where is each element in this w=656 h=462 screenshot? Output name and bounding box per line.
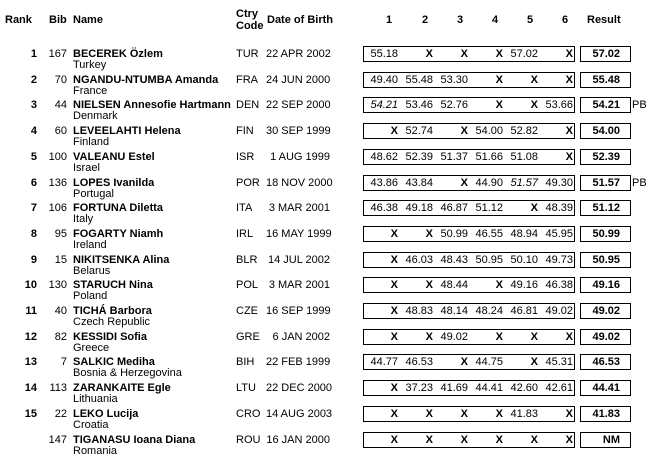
rank-cell: 10 — [24, 279, 37, 292]
attempt-5: 50.10 — [510, 253, 538, 266]
attempt-4: 44.90 — [475, 176, 503, 189]
attempt-1: X — [390, 382, 398, 395]
attempt-4: X — [495, 99, 503, 112]
attempt-1: X — [390, 433, 398, 446]
attempt-3: X — [460, 433, 468, 446]
attempt-6: 45.31 — [545, 356, 573, 369]
date-of-birth: 22 FEB 1999 — [266, 356, 331, 369]
attempt-4: 48.24 — [475, 305, 503, 317]
athlete-name: VALEANU Estel — [73, 150, 155, 163]
table-row — [0, 329, 656, 355]
attempt-2: 46.03 — [405, 253, 433, 266]
athlete-country: Denmark — [73, 110, 118, 123]
bib-cell: 136 — [48, 176, 67, 189]
attempt-5: X — [530, 73, 538, 86]
rank-cell: 15 — [24, 407, 37, 420]
bib-cell: 15 — [54, 253, 67, 266]
attempt-3: 48.44 — [440, 279, 468, 292]
result-cell: 41.83 — [592, 407, 620, 420]
result-cell: NM — [602, 433, 620, 446]
header-bib: Bib — [49, 14, 67, 26]
rank-cell: 5 — [30, 150, 37, 163]
athlete-country: Belarus — [73, 264, 111, 277]
attempt-2: X — [425, 407, 433, 420]
attempt-3: 50.99 — [440, 227, 468, 240]
attempt-6: 49.02 — [545, 305, 573, 317]
table-row — [0, 97, 656, 123]
attempt-4: X — [495, 330, 503, 343]
attempt-4: X — [495, 48, 503, 60]
athlete-name: LEVEELAHTI Helena — [73, 125, 181, 138]
attempt-6: 53.66 — [545, 99, 573, 112]
athlete-name: FOGARTY Niamh — [73, 227, 164, 240]
attempt-3: X — [460, 356, 468, 369]
attempt-3: 52.76 — [440, 99, 468, 112]
attempt-5: X — [530, 356, 538, 369]
attempt-2: 49.18 — [405, 202, 433, 215]
date-of-birth: 24 JUN 2000 — [266, 73, 331, 86]
attempt-2: X — [425, 330, 433, 343]
bib-cell: 113 — [49, 382, 67, 395]
attempt-1: 49.40 — [370, 73, 398, 86]
table-row — [0, 123, 656, 149]
table-row — [0, 303, 656, 329]
athlete-name: SALKIC Mediha — [73, 356, 155, 369]
attempt-4: X — [495, 279, 503, 292]
result-cell: 49.16 — [592, 279, 620, 292]
athlete-name: ZARANKAITE Egle — [73, 382, 171, 395]
country-code: ROU — [236, 433, 261, 446]
athlete-country: Turkey — [73, 59, 107, 71]
result-cell: 49.02 — [592, 305, 620, 317]
attempt-3: 41.69 — [440, 382, 468, 395]
attempt-3: 48.14 — [440, 305, 468, 317]
result-cell: 54.00 — [592, 125, 620, 138]
bib-cell: 22 — [54, 407, 67, 420]
attempt-2: 55.48 — [405, 73, 433, 86]
attempt-1: X — [390, 227, 398, 240]
country-code: ITA — [236, 202, 253, 215]
athlete-name: LEKO Lucija — [73, 407, 139, 420]
date-of-birth: 22 SEP 2000 — [266, 99, 331, 112]
attempt-4: X — [495, 73, 503, 86]
table-row — [0, 200, 656, 226]
attempt-3: 46.87 — [440, 202, 468, 215]
date-of-birth: 3 MAR 2001 — [268, 279, 330, 292]
result-cell: 54.21 — [592, 99, 620, 112]
bib-cell: 60 — [54, 125, 67, 138]
attempt-2: 48.83 — [405, 305, 433, 317]
country-code: CZE — [236, 305, 258, 317]
attempt-1: 54.21 — [370, 99, 398, 112]
athlete-name: TICHÁ Barbora — [73, 305, 152, 317]
attempt-1: X — [390, 253, 398, 266]
attempt-5: X — [530, 330, 538, 343]
attempt-3: 53.30 — [440, 73, 468, 86]
table-row — [0, 252, 656, 278]
athlete-country: Finland — [73, 136, 110, 149]
athlete-name: KESSIDI Sofia — [73, 330, 147, 343]
country-code: FRA — [236, 73, 258, 86]
attempt-6: X — [565, 433, 573, 446]
date-of-birth: 16 MAY 1999 — [266, 227, 332, 240]
table-row — [0, 432, 656, 458]
attempt-5: X — [530, 433, 538, 446]
rank-cell: 7 — [30, 202, 37, 215]
table-row — [0, 406, 656, 432]
table-row — [0, 277, 656, 303]
date-of-birth: 22 DEC 2000 — [266, 382, 333, 395]
attempt-2: 52.74 — [405, 125, 433, 138]
rank-cell: 8 — [30, 227, 37, 240]
country-code: TUR — [236, 48, 259, 60]
attempt-6: X — [565, 73, 573, 86]
attempt-2: X — [425, 433, 433, 446]
attempt-2: 46.53 — [405, 356, 433, 369]
attempt-5: 41.83 — [510, 407, 538, 420]
athlete-country: Italy — [73, 213, 94, 226]
header-attempt-6: 6 — [562, 14, 569, 26]
country-code: CRO — [236, 407, 261, 420]
header-rank: Rank — [5, 14, 32, 26]
attempt-6: 48.39 — [545, 202, 573, 215]
rank-cell: 14 — [24, 382, 37, 395]
country-code: BIH — [236, 356, 255, 369]
athlete-country: Czech Republic — [73, 316, 151, 328]
athlete-country: Ireland — [73, 238, 107, 251]
result-cell: 55.48 — [592, 73, 620, 86]
athlete-name: NGANDU-NTUMBA Amanda — [73, 73, 219, 86]
table-row — [0, 46, 656, 72]
bib-cell: 100 — [48, 150, 67, 163]
attempt-5: 46.81 — [510, 305, 538, 317]
header-ctry: Ctry — [236, 8, 259, 20]
header-name: Name — [73, 14, 103, 26]
attempt-1: X — [390, 279, 398, 292]
attempt-2: 43.84 — [405, 176, 433, 189]
date-of-birth: 6 JAN 2002 — [272, 330, 330, 343]
attempt-1: 44.77 — [370, 356, 398, 369]
attempt-5: 42.60 — [510, 382, 538, 395]
athlete-country: Croatia — [73, 418, 109, 431]
date-of-birth: 22 APR 2002 — [266, 48, 331, 60]
attempt-4: 44.41 — [475, 382, 503, 395]
header-attempt-3: 3 — [457, 14, 464, 26]
attempt-5: X — [530, 202, 538, 215]
attempt-5: 51.08 — [510, 150, 538, 163]
header-code: Code — [236, 20, 264, 32]
table-row — [0, 226, 656, 252]
rank-cell: 13 — [24, 356, 37, 369]
attempt-6: 49.73 — [545, 253, 573, 266]
rank-cell: 2 — [30, 73, 37, 86]
result-cell: 57.02 — [592, 48, 620, 60]
country-code: IRL — [236, 227, 254, 240]
attempt-6: 42.61 — [545, 382, 573, 395]
bib-cell: 44 — [54, 99, 67, 112]
bib-cell: 82 — [54, 330, 67, 343]
bib-cell: 7 — [60, 356, 67, 369]
attempt-1: X — [390, 305, 398, 317]
country-code: FIN — [236, 125, 254, 138]
attempt-5: X — [530, 99, 538, 112]
athlete-country: Lithuania — [73, 393, 118, 406]
attempt-6: X — [565, 330, 573, 343]
attempt-3: 51.37 — [440, 150, 468, 163]
table-row — [0, 380, 656, 406]
attempt-5: 49.16 — [510, 279, 538, 292]
country-code: GRE — [236, 330, 260, 343]
attempt-6: X — [565, 150, 573, 163]
attempt-3: 48.43 — [440, 253, 468, 266]
athlete-country: Romania — [73, 444, 118, 457]
attempt-3: X — [460, 48, 468, 60]
attempt-5: 48.94 — [510, 227, 538, 240]
country-code: POR — [236, 176, 260, 189]
rank-cell: 3 — [30, 99, 37, 112]
attempt-1: X — [390, 330, 398, 343]
attempt-6: X — [565, 48, 573, 60]
attempt-1: X — [390, 407, 398, 420]
attempt-3: X — [460, 176, 468, 189]
attempt-4: X — [495, 407, 503, 420]
attempt-3: 49.02 — [440, 330, 468, 343]
athlete-name: LOPES Ivanilda — [73, 176, 155, 189]
attempt-6: X — [565, 407, 573, 420]
attempt-3: X — [460, 407, 468, 420]
athlete-country: Poland — [73, 290, 108, 303]
athlete-country: France — [73, 84, 108, 97]
header-attempt-5: 5 — [527, 14, 534, 26]
header-attempt-4: 4 — [492, 14, 499, 26]
athlete-country: Portugal — [73, 187, 114, 200]
athlete-name: TIGANASU Ioana Diana — [73, 433, 196, 446]
date-of-birth: 14 AUG 2003 — [266, 407, 333, 420]
attempt-2: X — [425, 48, 433, 60]
result-cell: 49.02 — [592, 330, 620, 343]
date-of-birth: 16 JAN 2000 — [266, 433, 330, 446]
table-row — [0, 149, 656, 175]
rank-cell: 9 — [30, 253, 37, 266]
table-row — [0, 175, 656, 201]
attempt-4: 51.66 — [475, 150, 503, 163]
bib-cell: 106 — [48, 202, 67, 215]
result-cell: 44.41 — [592, 382, 620, 395]
attempt-1: X — [390, 125, 398, 138]
record-badge: PB — [632, 176, 647, 189]
country-code: DEN — [236, 99, 260, 112]
date-of-birth: 3 MAR 2001 — [268, 202, 330, 215]
attempt-1: 48.62 — [370, 150, 398, 163]
country-code: POL — [236, 279, 259, 292]
attempt-2: 37.23 — [405, 382, 433, 395]
bib-cell: 40 — [54, 305, 67, 317]
attempt-5: 52.82 — [510, 125, 538, 138]
attempt-1: 55.18 — [370, 48, 398, 60]
bib-cell: 70 — [54, 73, 67, 86]
country-code: LTU — [236, 382, 256, 395]
table-row — [0, 72, 656, 98]
attempt-4: 51.12 — [475, 202, 503, 215]
attempt-4: 50.95 — [475, 253, 503, 266]
table-row — [0, 354, 656, 380]
rank-cell: 1 — [30, 48, 37, 60]
attempt-1: 46.38 — [370, 202, 398, 215]
attempt-5: 57.02 — [510, 48, 538, 60]
athlete-name: NIKITSENKA Alina — [73, 253, 170, 266]
date-of-birth: 1 AUG 1999 — [270, 150, 330, 163]
result-cell: 52.39 — [592, 150, 620, 163]
attempt-6: 49.30 — [545, 176, 573, 189]
athlete-name: FORTUNA Diletta — [73, 202, 164, 215]
header-attempt-1: 1 — [386, 14, 393, 26]
result-cell: 46.53 — [592, 356, 620, 369]
date-of-birth: 16 SEP 1999 — [266, 305, 331, 317]
bib-cell: 95 — [54, 227, 67, 240]
attempt-6: X — [565, 125, 573, 138]
country-code: BLR — [236, 253, 258, 266]
attempt-2: 53.46 — [405, 99, 433, 112]
attempt-4: 46.55 — [475, 227, 503, 240]
result-cell: 51.12 — [592, 202, 620, 215]
attempt-5: 51.57 — [510, 176, 538, 189]
athlete-name: NIELSEN Annesofie Hartmann — [73, 99, 231, 112]
header-dob: Date of Birth — [267, 14, 333, 26]
rank-cell: 4 — [30, 125, 37, 138]
rank-cell: 11 — [25, 305, 37, 317]
header-result: Result — [587, 14, 621, 26]
athlete-country: Greece — [73, 341, 110, 354]
rank-cell: 12 — [24, 330, 37, 343]
bib-cell: 147 — [48, 433, 67, 446]
bib-cell: 130 — [48, 279, 67, 292]
header-attempt-2: 2 — [422, 14, 429, 26]
attempt-6: 45.95 — [545, 227, 573, 240]
attempt-2: X — [425, 279, 433, 292]
rank-cell: 6 — [30, 176, 37, 189]
athlete-country: Bosnia & Herzegovina — [73, 367, 182, 380]
date-of-birth: 14 JUL 2002 — [268, 253, 330, 266]
athlete-name: STARUCH Nina — [73, 279, 153, 292]
attempt-1: 43.86 — [370, 176, 398, 189]
result-cell: 50.99 — [592, 227, 620, 240]
country-code: ISR — [236, 150, 255, 163]
date-of-birth: 30 SEP 1999 — [266, 125, 331, 138]
athlete-name: BECEREK Özlem — [73, 48, 163, 60]
attempt-3: X — [460, 125, 468, 138]
attempt-2: X — [425, 227, 433, 240]
attempt-2: 52.39 — [405, 150, 433, 163]
result-cell: 51.57 — [592, 176, 620, 189]
bib-cell: 167 — [48, 48, 67, 60]
athlete-country: Israel — [73, 161, 100, 174]
attempt-4: 44.75 — [475, 356, 503, 369]
date-of-birth: 18 NOV 2000 — [266, 176, 333, 189]
attempt-4: 54.00 — [475, 125, 503, 138]
result-cell: 50.95 — [592, 253, 620, 266]
attempt-4: X — [495, 433, 503, 446]
attempt-6: 46.38 — [545, 279, 573, 292]
record-badge: PB — [632, 99, 647, 112]
